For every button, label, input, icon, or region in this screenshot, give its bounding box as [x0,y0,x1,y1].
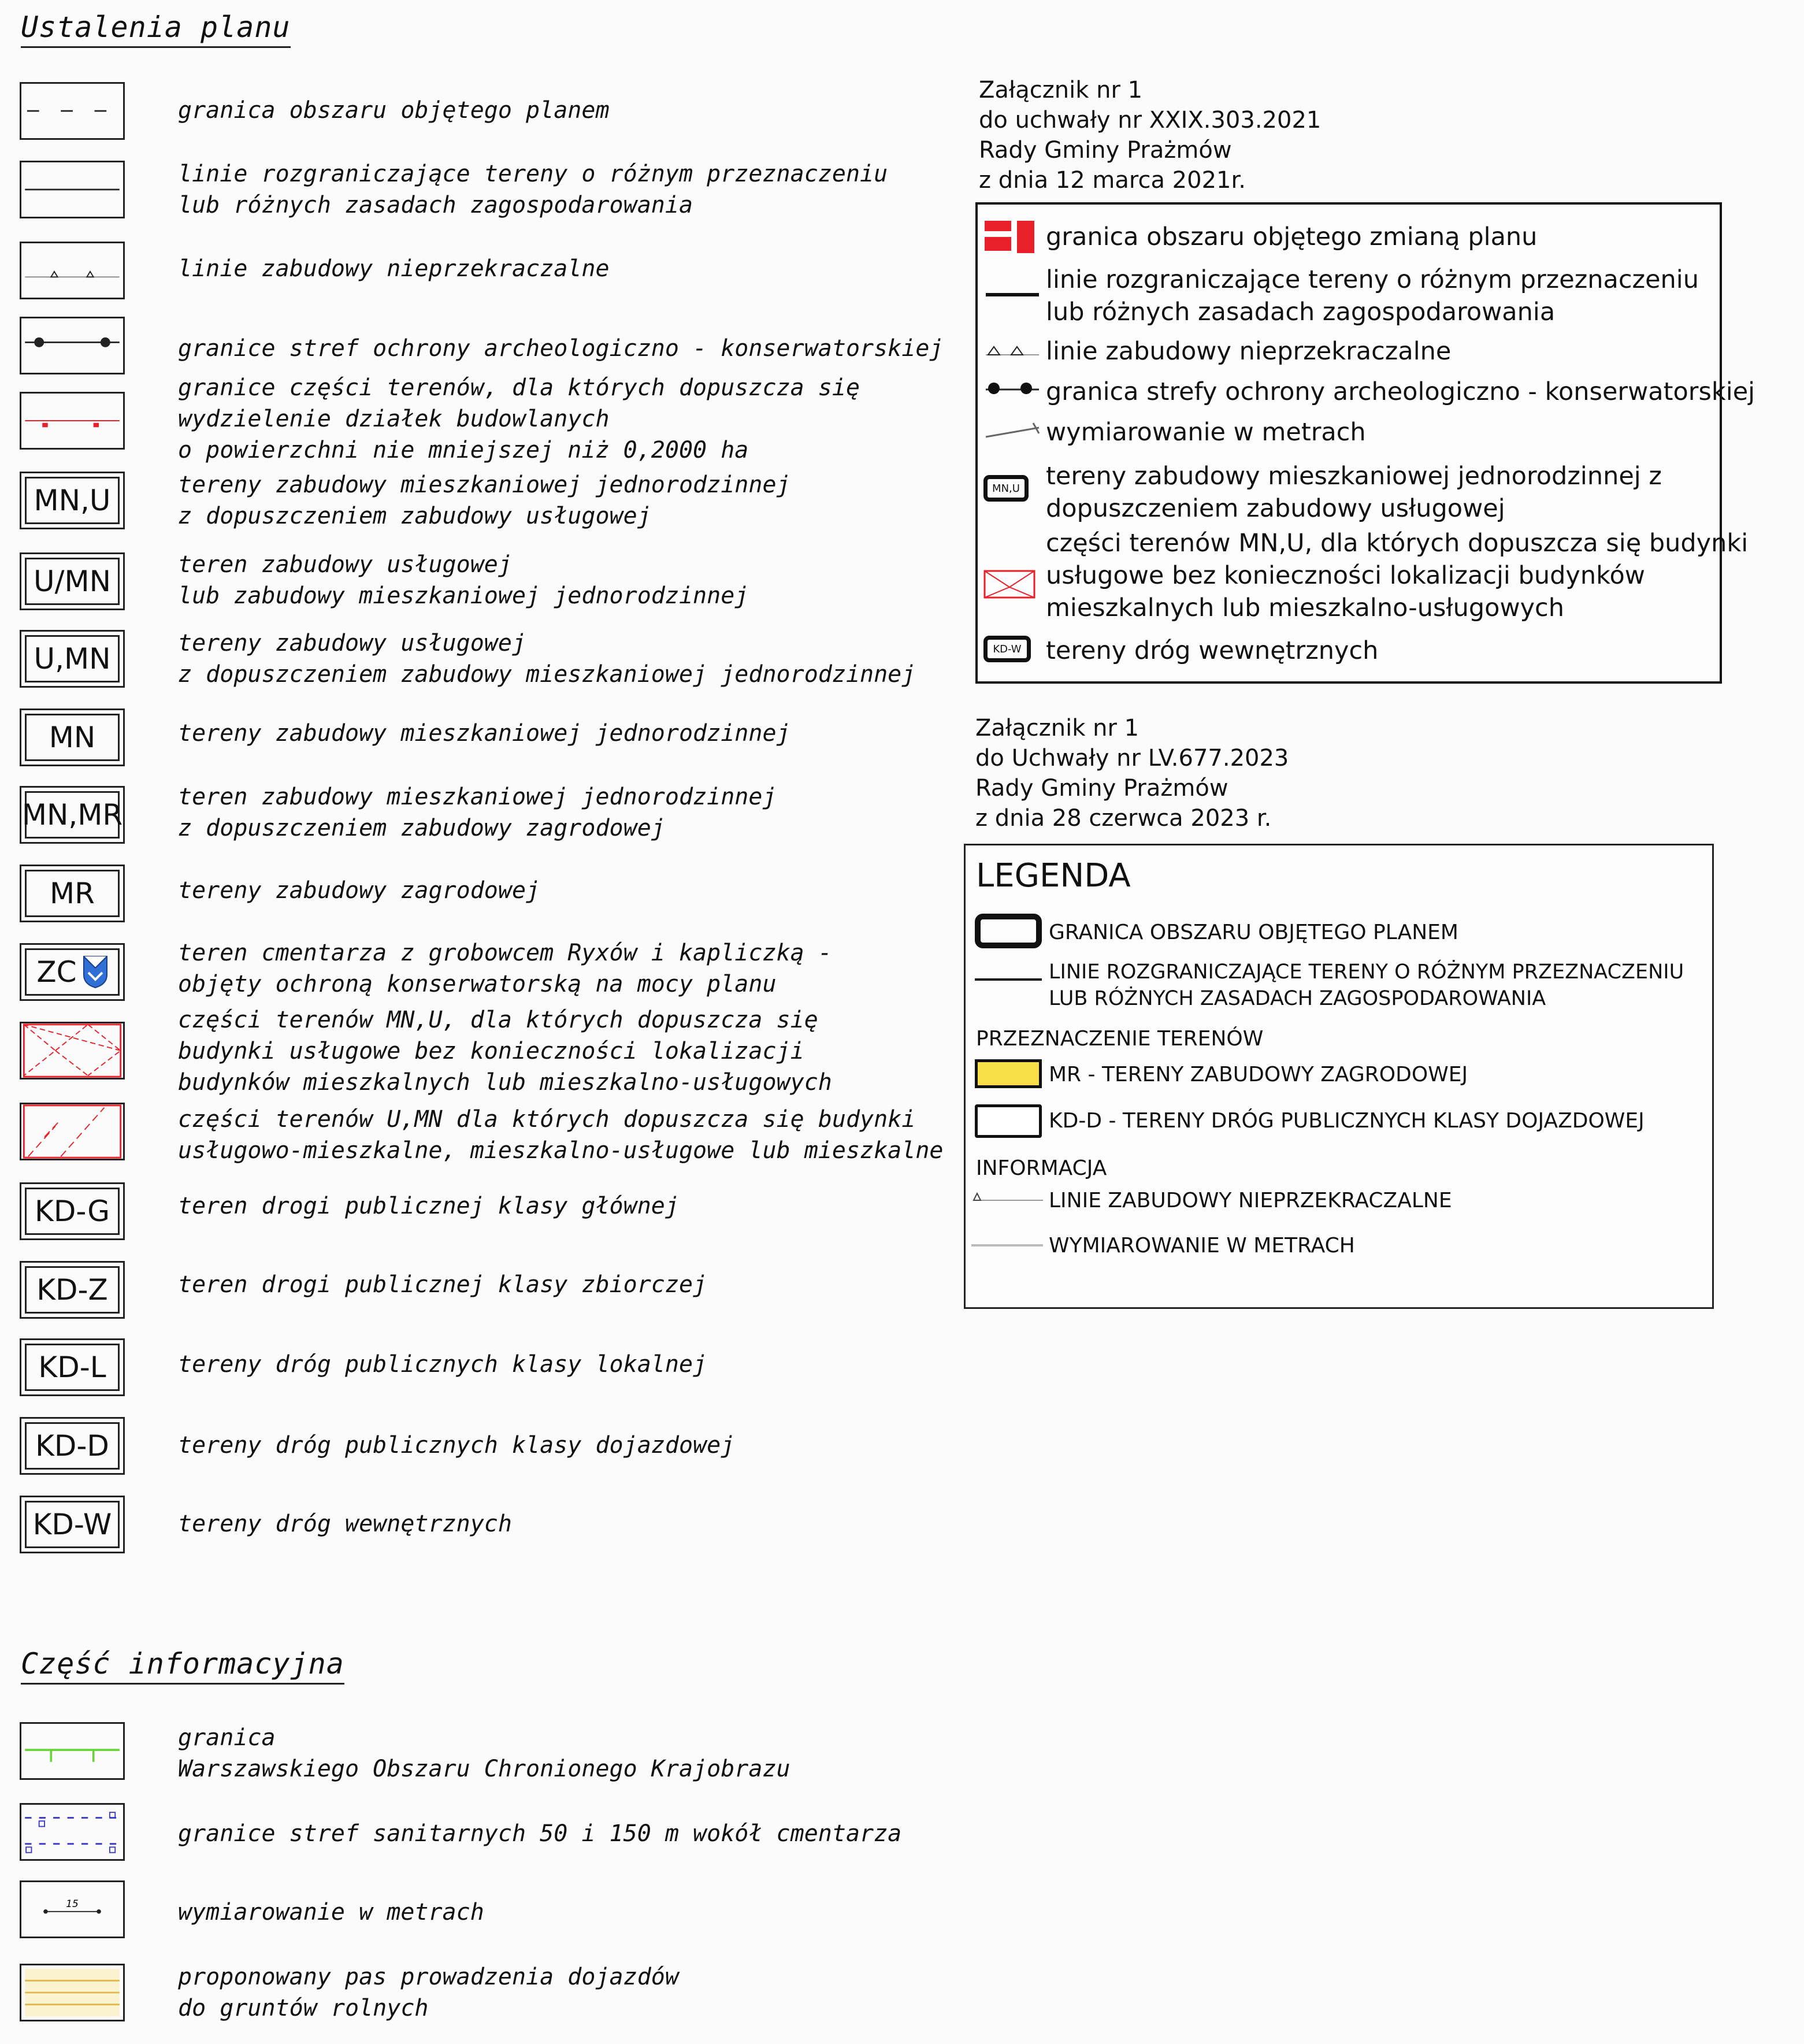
zone-code: KD-G [25,1188,120,1235]
legend-item-text: teren zabudowy usługowej [178,551,512,578]
zone-code-box [20,630,125,688]
attachment-line: z dnia 28 czerwca 2023 r. [975,805,1272,832]
zone-code: U/MN [25,558,120,605]
legend-row-text: tereny zabudowy mieszkaniowej jednorodzinnej z [1046,462,1662,491]
legend-row-text: granica strefy ochrony archeologiczno - konserwatorskiej [1046,377,1755,406]
red-cross-hatch-icon [20,1022,125,1080]
kdd-white-swatch [975,1104,1042,1138]
zone-code: MN,MR [25,791,120,839]
red-dash-line-icon [20,392,125,450]
legend-row-text: mieszkalnych lub mieszkalno-usługowych [1046,593,1564,622]
info-item-0 [178,1722,790,1785]
section-purpose-heading: PRZEZNACZENIE TERENÓW [976,1027,1264,1051]
attachment-line: Załącznik nr 1 [979,77,1143,103]
building-line-icon [983,341,1035,358]
legend-row-text: usługowe bez konieczności lokalizacji budynków [1046,561,1645,590]
legend-item-text: tereny dróg wewnętrznych [178,1511,512,1537]
info-item-3 [178,1961,679,2024]
attachment-line: Rady Gminy Prażmów [979,137,1232,164]
legend-title: LEGENDA [976,857,1131,895]
dimension-icon [971,1244,1043,1247]
attachment-note-2023 [975,713,1289,833]
red-boundary-icon [983,220,1035,254]
legend-item-text: granice stref sanitarnych 50 i 150 m wokół cmentarza [178,1820,902,1847]
attachment-line: z dnia 12 marca 2021r. [979,167,1246,194]
legend-item-text: budynki usługowe bez konieczności lokalizacji [178,1038,804,1064]
legend-item-text: tereny dróg publicznych klasy dojazdowej [178,1432,735,1459]
zone-code-box [20,786,125,844]
legend-item-text: objęty ochroną konserwatorską na mocy planu [178,971,777,997]
legend-item-0 [178,95,610,126]
legend-item-text: tereny zabudowy zagrodowej [178,877,540,904]
dimension-icon [983,420,1035,443]
legend-item-8 [178,718,790,749]
green-boundary-icon [20,1722,125,1780]
legend-item-text: tereny dróg publicznych klasy lokalnej [178,1351,707,1378]
legend-item-1 [178,158,888,221]
zone-code-box [20,1417,125,1475]
legend-item-16 [178,1349,707,1380]
legend-item-18 [178,1508,512,1540]
legend2-dimension-text: WYMIAROWANIE W METRACH [1049,1234,1355,1257]
zone-code-box [20,865,125,922]
zone-code-box [20,1182,125,1240]
legend-item-text: proponowany pas prowadzenia dojazdów [178,1964,679,1990]
zone-code-box [20,552,125,610]
sanitary-zone-icon [20,1803,125,1861]
legend-item-text: tereny zabudowy mieszkaniowej jednorodzinnej [178,720,790,747]
legend-item-9 [178,781,777,844]
building-line-icon [20,242,125,299]
legend-item-text: teren drogi publicznej klasy zbiorczej [178,1271,707,1298]
zone-code-box [20,708,125,766]
zone-code-box [20,943,125,1001]
legend-item-text: do gruntów rolnych [178,1995,429,2021]
mr-yellow-swatch [975,1059,1042,1088]
legend-row-text: części terenów MN,U, dla których dopuszcza się budynki [1046,529,1749,558]
legend-item-text: teren cmentarza z grobowcem Ryxów i kapliczką - [178,940,832,966]
heritage-shield-icon [83,955,108,989]
legend-item-text: granica [178,1724,276,1751]
legend-item-text: granice stref ochrony archeologiczno - konserwatorskiej [178,335,944,362]
zone-code-box [20,472,125,529]
legend-item-3 [178,333,944,364]
legend2-mr-text: MR - TERENY ZABUDOWY ZAGRODOWEJ [1049,1063,1468,1086]
attachment-line: Rady Gminy Prażmów [975,775,1228,802]
legend-item-6 [178,549,748,611]
zone-code: U,MN [25,635,120,682]
section-title-plan: Ustalenia planu [21,10,291,48]
legend-item-text: tereny zabudowy usługowej [178,630,526,656]
legend2-kdd-text: KD-D - TERENY DRÓG PUBLICZNYCH KLASY DOJAZDOWEJ [1049,1109,1645,1133]
legend2-lines-text: LINIE ROZGRANICZAJĄCE TERENY O RÓŻNYM PRZEZNACZENIU [1049,960,1684,984]
plan-boundary-icon [975,914,1042,948]
legend-box-2023 [964,844,1714,1309]
solid-line-icon [975,978,1042,981]
legend2-building-lines-text: LINIE ZABUDOWY NIEPRZEKRACZALNE [1049,1189,1452,1212]
legend-item-14 [178,1190,679,1222]
dashed-line-icon [20,82,125,140]
attachment-line: Załącznik nr 1 [975,715,1139,741]
attachment-note-2021 [979,75,1321,195]
red-diagonal-hatch-icon [20,1103,125,1160]
legend-item-13 [178,1104,944,1166]
legend-item-11 [178,937,832,1000]
legend-item-text: wydzielenie działek budowlanych [178,406,610,432]
legend-item-10 [178,875,540,906]
attachment-line: do Uchwały nr LV.677.2023 [975,745,1289,771]
legend-item-7 [178,628,915,690]
dimension-icon [20,1880,125,1938]
zone-code: KD-Z [25,1266,120,1314]
dimension-value: 15 [66,1898,79,1910]
legend2-lines-text: LUB RÓŻNYCH ZASADACH ZAGOSPODAROWANIA [1049,987,1546,1010]
legend-item-2 [178,253,610,284]
yellow-strip-icon [20,1964,125,2021]
legend-row-text: linie zabudowy nieprzekraczalne [1046,337,1452,366]
info-item-1 [178,1818,901,1849]
zone-code-box [20,1338,125,1396]
zone-code: MR [25,870,120,917]
legend-row-text: granica obszaru objętego zmianą planu [1046,222,1538,251]
legend-item-text: o powierzchni nie mniejszej niż 0,2000 ha [178,437,749,463]
legend-item-text: Warszawskiego Obszaru Chronionego Krajobrazu [178,1756,790,1782]
legend-item-text: części terenów U,MN dla których dopuszcza się budynki [178,1106,916,1133]
legend-row-text: dopuszczeniem zabudowy usługowej [1046,494,1505,523]
legend-row-text: lub różnych zasadach zagospodarowania [1046,298,1556,327]
legend-item-text: z dopuszczeniem zabudowy mieszkaniowej jednorodzinnej [178,661,916,688]
building-line-icon [971,1186,1043,1204]
legend-row-text: linie rozgraniczające tereny o różnym przeznaczeniu [1046,265,1699,294]
red-cross-hatch-icon [983,570,1035,599]
legend-item-text: z dopuszczeniem zabudowy zagrodowej [178,815,665,841]
zone-code-box [20,1261,125,1319]
legend-item-4 [178,372,860,466]
legend-row-text: wymiarowanie w metrach [1046,418,1366,447]
legend-item-text: linie zabudowy nieprzekraczalne [178,255,610,282]
legend-item-text: usługowo-mieszkalne, mieszkalno-usługowe lub mieszkalne [178,1137,944,1164]
zone-code: KD-W [25,1501,120,1548]
zone-code: MN,U [992,482,1020,495]
attachment-line: do uchwały nr XXIX.303.2021 [979,107,1322,133]
legend-item-text: granica obszaru objętego planem [178,97,610,124]
legend-item-5 [178,469,790,532]
legend-item-text: linie rozgraniczające tereny o różnym przeznaczeniu [178,161,888,187]
zone-code-badge [983,636,1031,662]
legend-item-text: lub zabudowy mieszkaniowej jednorodzinnej [178,583,749,609]
zone-code-badge [983,475,1029,502]
black-line-icon [983,289,1035,295]
legend-box-2021 [975,202,1755,684]
zone-code: MN [25,714,120,761]
solid-line-icon [20,161,125,218]
dot-line-icon [983,378,1035,401]
section-info-heading: INFORMACJA [976,1156,1107,1180]
legend-item-text: granice części terenów, dla których dopuszcza się [178,374,860,401]
legend-item-15 [178,1269,707,1300]
zone-code: KD-D [25,1422,120,1470]
section-title-info: Część informacyjna [21,1647,344,1685]
zone-code: ZC [36,955,77,989]
legend-item-text: części terenów MN,U, dla których dopuszcza się [178,1007,818,1033]
legend-item-text: lub różnych zasadach zagospodarowania [178,192,693,218]
info-item-2 [178,1897,484,1928]
legend2-boundary-text: GRANICA OBSZARU OBJĘTEGO PLANEM [1049,921,1458,944]
legend-item-text: tereny zabudowy mieszkaniowej jednorodzinnej [178,472,790,498]
zone-code-box [20,1496,125,1553]
legend-item-17 [178,1430,734,1461]
legend-item-text: wymiarowanie w metrach [178,1899,484,1926]
legend-row-text: tereny dróg wewnętrznych [1046,636,1379,665]
legend-item-text: teren drogi publicznej klasy głównej [178,1193,679,1219]
legend-item-12 [178,1004,832,1098]
legend-item-text: budynków mieszkalnych lub mieszkalno-usługowych [178,1069,832,1096]
legend-item-text: z dopuszczeniem zabudowy usługowej [178,503,651,529]
dot-line-icon [20,317,125,374]
legend-item-text: teren zabudowy mieszkaniowej jednorodzinnej [178,784,777,810]
zone-code: MN,U [25,477,120,524]
zone-code: KD-W [993,643,1022,655]
zone-code: KD-L [25,1344,120,1391]
